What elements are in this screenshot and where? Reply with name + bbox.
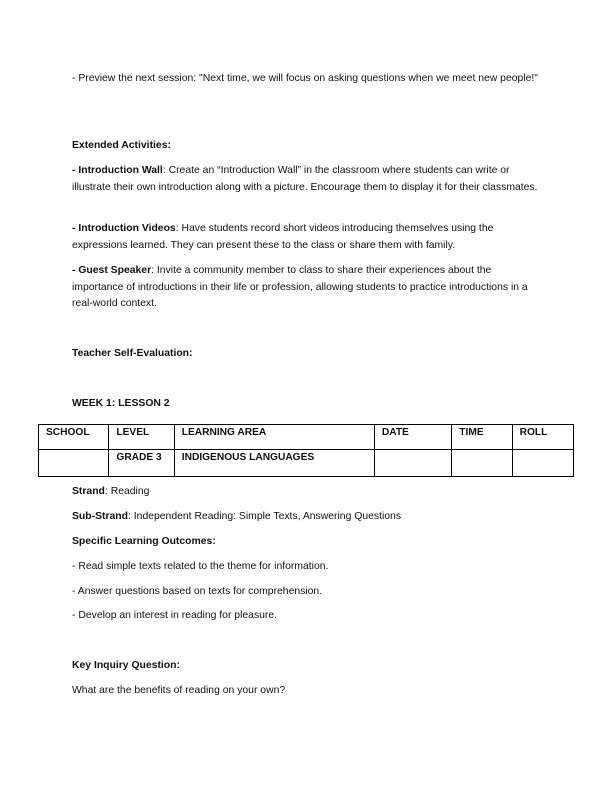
header-cell: LEARNING AREA	[174, 425, 374, 450]
extended-activities-heading: Extended Activities:	[72, 140, 171, 151]
header-cell: SCHOOL	[39, 425, 109, 450]
activity-introduction-videos: - Introduction Videos: Have students record short videos introducing themselves using the expressions learned. They can present these to the class or share them with family.	[72, 223, 494, 251]
activity-introduction-wall: - Introduction Wall: Create an “Introduction Wall” in the classroom where students can write or illustrate their own introduction along with a picture. Encourage them to display it for their classmates.	[72, 165, 538, 193]
table-cell: GRADE 3	[109, 450, 174, 477]
header-cell: DATE	[374, 425, 451, 450]
outcome-item: - Answer questions based on texts for comprehension.	[72, 586, 323, 597]
activity-guest-speaker: - Guest Speaker: Invite a community member to class to share their experiences about the importance of introductions in their life or profession, allowing students to practice introductions in a real-world context.	[72, 265, 528, 309]
table-row	[39, 450, 574, 477]
table-header-row	[39, 425, 574, 450]
week-lesson-heading: WEEK 1: LESSON 2	[72, 398, 170, 409]
inquiry-question: What are the benefits of reading on your own?	[72, 685, 286, 696]
table-cell	[452, 450, 512, 477]
outcome-item: - Develop an interest in reading for pleasure.	[72, 610, 278, 621]
inquiry-heading: Key Inquiry Question:	[72, 660, 180, 671]
table-cell	[374, 450, 451, 477]
self-evaluation-heading: Teacher Self-Evaluation:	[72, 348, 193, 359]
lesson-info-table	[38, 424, 574, 477]
table-cell	[512, 450, 573, 477]
preview-text: - Preview the next session: "Next time, we will focus on asking questions when we meet new people!"	[72, 73, 538, 84]
header-cell: ROLL	[512, 425, 573, 450]
table-cell	[39, 450, 109, 477]
strand: Strand: Reading	[72, 486, 150, 497]
sub-strand: Sub-Strand: Independent Reading: Simple Texts, Answering Questions	[72, 511, 402, 522]
outcomes-heading: Specific Learning Outcomes:	[72, 536, 216, 547]
outcome-item: - Read simple texts related to the theme for information.	[72, 561, 329, 572]
header-cell: LEVEL	[109, 425, 174, 450]
header-cell: TIME	[452, 425, 512, 450]
table-cell: INDIGENOUS LANGUAGES	[174, 450, 374, 477]
